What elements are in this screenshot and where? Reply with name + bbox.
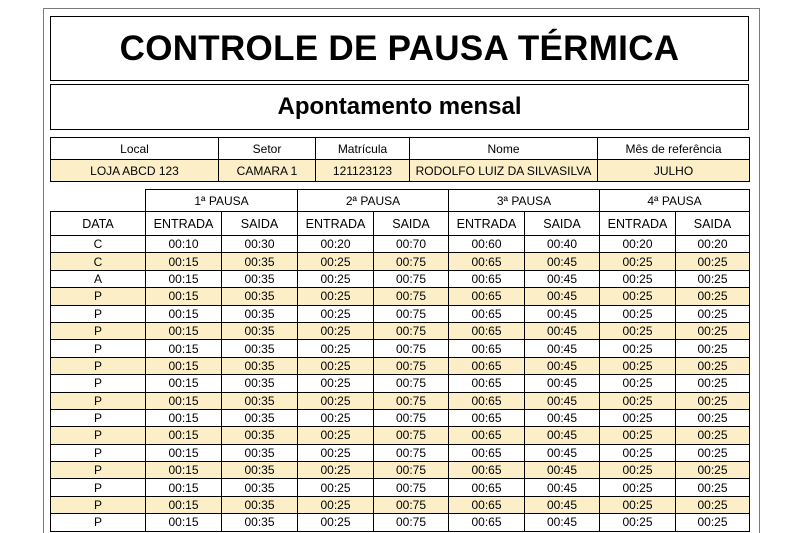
pausa-4-header: 4ª PAUSA — [600, 190, 750, 212]
time-cell: 00:45 — [525, 357, 600, 374]
time-cell: 00:25 — [676, 375, 750, 392]
time-cell: 00:25 — [600, 496, 676, 513]
time-cell: 00:65 — [449, 322, 525, 339]
time-cell: 00:25 — [298, 253, 374, 270]
info-table — [50, 137, 750, 182]
table-row — [51, 462, 750, 479]
time-cell: 00:35 — [222, 444, 298, 461]
time-cell: 00:65 — [449, 340, 525, 357]
time-cell: 00:25 — [676, 496, 750, 513]
time-cell: 00:45 — [525, 375, 600, 392]
table-row — [51, 340, 750, 357]
table-row — [51, 236, 750, 253]
time-cell: 00:25 — [298, 305, 374, 322]
time-cell: 00:15 — [146, 288, 222, 305]
time-cell: 00:65 — [449, 288, 525, 305]
date-cell: P — [51, 288, 146, 305]
time-cell: 00:25 — [298, 340, 374, 357]
time-cell: 00:35 — [222, 427, 298, 444]
title-box — [50, 16, 749, 81]
date-cell: P — [51, 427, 146, 444]
date-cell: P — [51, 496, 146, 513]
entrada-header: ENTRADA — [600, 212, 676, 236]
table-row — [51, 253, 750, 270]
time-cell: 00:25 — [298, 514, 374, 531]
saida-header: SAIDA — [222, 212, 298, 236]
time-cell: 00:45 — [525, 288, 600, 305]
date-cell: P — [51, 462, 146, 479]
time-cell: 00:45 — [525, 270, 600, 287]
table-row — [51, 305, 750, 322]
nome-label: Nome — [410, 138, 598, 160]
time-cell: 00:20 — [676, 236, 750, 253]
time-cell: 00:25 — [600, 444, 676, 461]
saida-header: SAIDA — [676, 212, 750, 236]
time-cell: 00:25 — [676, 427, 750, 444]
date-cell: C — [51, 253, 146, 270]
table-row — [51, 357, 750, 374]
table-row — [51, 322, 750, 339]
log-body — [51, 236, 750, 532]
time-cell: 00:35 — [222, 357, 298, 374]
mes-value: JULHO — [598, 160, 750, 182]
time-cell: 00:25 — [676, 340, 750, 357]
time-cell: 00:75 — [374, 288, 449, 305]
time-cell: 00:25 — [676, 462, 750, 479]
page-border-right — [759, 8, 760, 533]
time-cell: 00:75 — [374, 514, 449, 531]
time-cell: 00:40 — [525, 236, 600, 253]
entrada-header: ENTRADA — [146, 212, 222, 236]
time-cell: 00:20 — [600, 236, 676, 253]
time-cell: 00:15 — [146, 375, 222, 392]
time-cell: 00:25 — [600, 305, 676, 322]
time-cell: 00:75 — [374, 375, 449, 392]
setor-value: CAMARA 1 — [219, 160, 316, 182]
time-cell: 00:45 — [525, 305, 600, 322]
time-cell: 00:15 — [146, 427, 222, 444]
time-cell: 00:65 — [449, 514, 525, 531]
info-values-row — [51, 160, 750, 182]
time-cell: 00:25 — [600, 288, 676, 305]
page-subtitle: Apontamento mensal — [277, 93, 522, 120]
time-cell: 00:25 — [676, 444, 750, 461]
time-cell: 00:25 — [600, 392, 676, 409]
time-cell: 00:45 — [525, 322, 600, 339]
time-cell: 00:35 — [222, 322, 298, 339]
date-cell: P — [51, 479, 146, 496]
column-header-row — [51, 212, 750, 236]
time-cell: 00:25 — [298, 270, 374, 287]
time-cell: 00:65 — [449, 357, 525, 374]
date-cell: P — [51, 409, 146, 426]
pausa-2-header: 2ª PAUSA — [298, 190, 449, 212]
date-cell: P — [51, 444, 146, 461]
date-cell: P — [51, 305, 146, 322]
info-labels-row — [51, 138, 750, 160]
table-row — [51, 479, 750, 496]
time-cell: 00:25 — [676, 305, 750, 322]
saida-header: SAIDA — [374, 212, 449, 236]
table-row — [51, 270, 750, 287]
time-cell: 00:20 — [298, 236, 374, 253]
time-cell: 00:15 — [146, 496, 222, 513]
entrada-header: ENTRADA — [298, 212, 374, 236]
time-cell: 00:25 — [298, 409, 374, 426]
time-cell: 00:15 — [146, 340, 222, 357]
pausa-3-header: 3ª PAUSA — [449, 190, 600, 212]
time-cell: 00:25 — [298, 392, 374, 409]
time-cell: 00:10 — [146, 236, 222, 253]
time-cell: 00:35 — [222, 514, 298, 531]
time-cell: 00:60 — [449, 236, 525, 253]
time-cell: 00:25 — [298, 479, 374, 496]
date-cell: P — [51, 340, 146, 357]
time-cell: 00:35 — [222, 253, 298, 270]
time-cell: 00:75 — [374, 322, 449, 339]
time-cell: 00:35 — [222, 409, 298, 426]
time-cell: 00:75 — [374, 392, 449, 409]
time-cell: 00:15 — [146, 462, 222, 479]
saida-header: SAIDA — [525, 212, 600, 236]
table-row — [51, 427, 750, 444]
time-cell: 00:45 — [525, 427, 600, 444]
pause-log-table — [50, 189, 750, 532]
time-cell: 00:75 — [374, 409, 449, 426]
time-cell: 00:25 — [600, 514, 676, 531]
time-cell: 00:35 — [222, 496, 298, 513]
date-cell: P — [51, 357, 146, 374]
pausa-1-header: 1ª PAUSA — [146, 190, 298, 212]
time-cell: 00:65 — [449, 479, 525, 496]
time-cell: 00:65 — [449, 392, 525, 409]
time-cell: 00:65 — [449, 496, 525, 513]
time-cell: 00:65 — [449, 444, 525, 461]
time-cell: 00:65 — [449, 305, 525, 322]
data-header: DATA — [51, 212, 146, 236]
time-cell: 00:25 — [676, 322, 750, 339]
date-cell: A — [51, 270, 146, 287]
table-row — [51, 514, 750, 531]
time-cell: 00:25 — [298, 444, 374, 461]
time-cell: 00:15 — [146, 392, 222, 409]
time-cell: 00:25 — [600, 375, 676, 392]
blank-corner — [51, 190, 146, 212]
table-row — [51, 375, 750, 392]
time-cell: 00:15 — [146, 305, 222, 322]
matricula-value: 121123123 — [316, 160, 410, 182]
time-cell: 00:25 — [600, 357, 676, 374]
time-cell: 00:25 — [600, 479, 676, 496]
entrada-header: ENTRADA — [449, 212, 525, 236]
time-cell: 00:35 — [222, 270, 298, 287]
time-cell: 00:25 — [600, 427, 676, 444]
subtitle-box — [50, 84, 749, 130]
time-cell: 00:25 — [600, 340, 676, 357]
time-cell: 00:25 — [676, 392, 750, 409]
time-cell: 00:15 — [146, 253, 222, 270]
time-cell: 00:25 — [298, 288, 374, 305]
time-cell: 00:65 — [449, 375, 525, 392]
time-cell: 00:25 — [298, 427, 374, 444]
time-cell: 00:25 — [298, 375, 374, 392]
time-cell: 00:25 — [298, 462, 374, 479]
date-cell: P — [51, 514, 146, 531]
time-cell: 00:15 — [146, 322, 222, 339]
time-cell: 00:25 — [676, 270, 750, 287]
time-cell: 00:75 — [374, 340, 449, 357]
pausa-header-row — [51, 190, 750, 212]
table-row — [51, 496, 750, 513]
time-cell: 00:25 — [676, 253, 750, 270]
time-cell: 00:25 — [600, 322, 676, 339]
table-row — [51, 392, 750, 409]
time-cell: 00:25 — [676, 357, 750, 374]
time-cell: 00:65 — [449, 409, 525, 426]
nome-value: RODOLFO LUIZ DA SILVASILVA — [410, 160, 598, 182]
time-cell: 00:65 — [449, 270, 525, 287]
page-border-left — [43, 8, 44, 533]
page-title: CONTROLE DE PAUSA TÉRMICA — [119, 28, 680, 68]
time-cell: 00:25 — [676, 288, 750, 305]
time-cell: 00:35 — [222, 305, 298, 322]
table-row — [51, 288, 750, 305]
time-cell: 00:75 — [374, 305, 449, 322]
time-cell: 00:45 — [525, 462, 600, 479]
time-cell: 00:75 — [374, 462, 449, 479]
time-cell: 00:25 — [600, 270, 676, 287]
table-row — [51, 444, 750, 461]
time-cell: 00:45 — [525, 514, 600, 531]
time-cell: 00:65 — [449, 253, 525, 270]
local-value: LOJA ABCD 123 — [51, 160, 219, 182]
time-cell: 00:45 — [525, 479, 600, 496]
setor-label: Setor — [219, 138, 316, 160]
time-cell: 00:35 — [222, 340, 298, 357]
time-cell: 00:65 — [449, 462, 525, 479]
time-cell: 00:35 — [222, 375, 298, 392]
time-cell: 00:45 — [525, 409, 600, 426]
time-cell: 00:35 — [222, 288, 298, 305]
time-cell: 00:25 — [298, 322, 374, 339]
time-cell: 00:15 — [146, 270, 222, 287]
time-cell: 00:15 — [146, 479, 222, 496]
time-cell: 00:25 — [600, 462, 676, 479]
time-cell: 00:70 — [374, 236, 449, 253]
time-cell: 00:35 — [222, 462, 298, 479]
time-cell: 00:35 — [222, 392, 298, 409]
time-cell: 00:35 — [222, 479, 298, 496]
time-cell: 00:15 — [146, 444, 222, 461]
time-cell: 00:15 — [146, 514, 222, 531]
time-cell: 00:15 — [146, 409, 222, 426]
time-cell: 00:25 — [600, 253, 676, 270]
date-cell: P — [51, 392, 146, 409]
page-border-top — [43, 8, 760, 9]
time-cell: 00:45 — [525, 496, 600, 513]
matricula-label: Matrícula — [316, 138, 410, 160]
date-cell: P — [51, 375, 146, 392]
time-cell: 00:25 — [676, 479, 750, 496]
time-cell: 00:25 — [600, 409, 676, 426]
time-cell: 00:65 — [449, 427, 525, 444]
time-cell: 00:75 — [374, 496, 449, 513]
time-cell: 00:75 — [374, 357, 449, 374]
time-cell: 00:75 — [374, 444, 449, 461]
time-cell: 00:45 — [525, 340, 600, 357]
date-cell: C — [51, 236, 146, 253]
time-cell: 00:75 — [374, 253, 449, 270]
table-row — [51, 409, 750, 426]
time-cell: 00:30 — [222, 236, 298, 253]
time-cell: 00:25 — [298, 496, 374, 513]
time-cell: 00:45 — [525, 392, 600, 409]
time-cell: 00:15 — [146, 357, 222, 374]
time-cell: 00:75 — [374, 479, 449, 496]
time-cell: 00:75 — [374, 270, 449, 287]
local-label: Local — [51, 138, 219, 160]
time-cell: 00:75 — [374, 427, 449, 444]
time-cell: 00:25 — [676, 409, 750, 426]
date-cell: P — [51, 322, 146, 339]
time-cell: 00:25 — [298, 357, 374, 374]
time-cell: 00:45 — [525, 253, 600, 270]
time-cell: 00:25 — [676, 514, 750, 531]
mes-label: Mês de referência — [598, 138, 750, 160]
time-cell: 00:45 — [525, 444, 600, 461]
